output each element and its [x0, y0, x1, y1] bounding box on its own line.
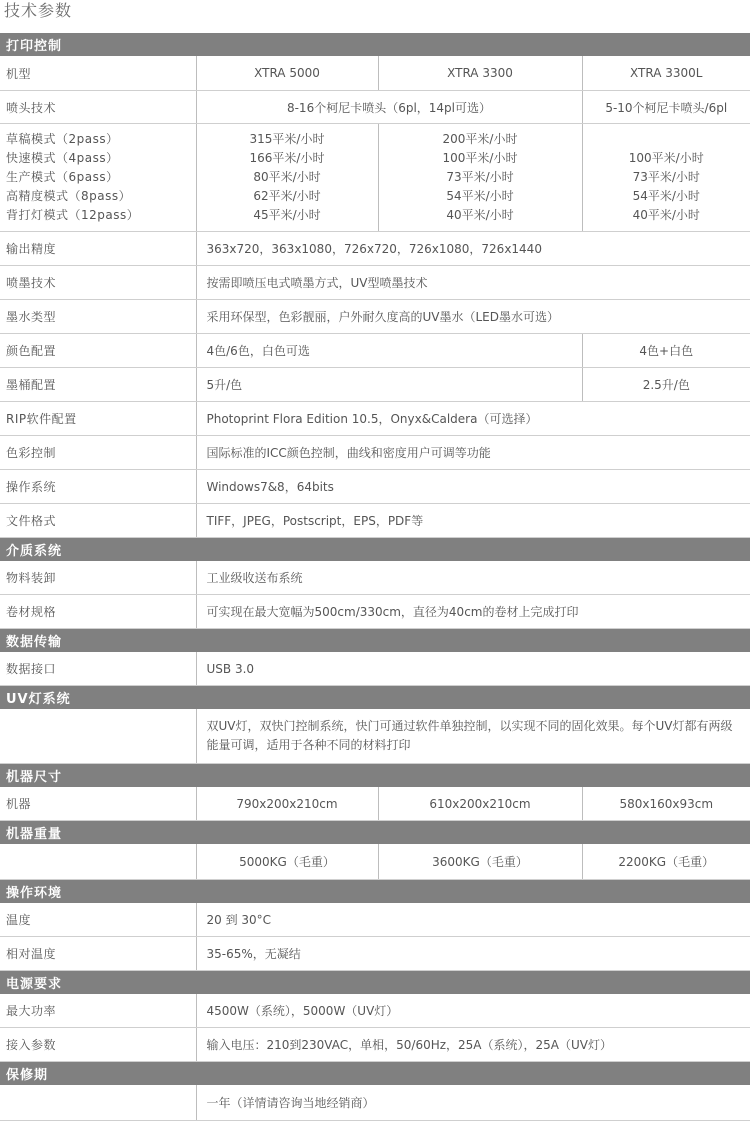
spec-table — [0, 33, 750, 1121]
speed-value: 315平米/小时 — [249, 132, 325, 146]
speed-value: 62平米/小时 — [253, 189, 321, 203]
cell-value: 采用环保型，色彩靓丽，户外耐久度高的UV墨水（LED墨水可选） — [196, 300, 750, 334]
table-row — [0, 368, 750, 402]
section-machine-size — [0, 764, 750, 787]
cell-value: 35-65%，无凝结 — [196, 937, 750, 971]
table-row — [0, 402, 750, 436]
table-row — [0, 436, 750, 470]
section-title: UV灯系统 — [0, 686, 750, 709]
section-print-control — [0, 33, 750, 56]
table-row — [0, 232, 750, 266]
cell-value: 4500W（系统），5000W（UV灯） — [196, 994, 750, 1028]
cell-value: 8-16个柯尼卡喷头（6pl，14pl可选） — [196, 91, 582, 124]
table-row — [0, 266, 750, 300]
table-row — [0, 504, 750, 538]
table-row — [0, 787, 750, 821]
row-label: 操作系统 — [0, 470, 196, 504]
cell-value: 4色+白色 — [582, 334, 750, 368]
cell-value: 2200KG（毛重） — [582, 844, 750, 880]
table-row — [0, 937, 750, 971]
table-row — [0, 470, 750, 504]
speed-value: 73平米/小时 — [632, 170, 700, 184]
section-title: 介质系统 — [0, 538, 750, 561]
cell-value: 20 到 30°C — [196, 903, 750, 937]
mode-speeds-xtra3300 — [378, 124, 582, 232]
cell-value: 输入电压：210到230VAC，单相，50/60Hz，25A（系统），25A（UV灯） — [196, 1028, 750, 1062]
row-label: 相对温度 — [0, 937, 196, 971]
section-title: 打印控制 — [0, 33, 750, 56]
cell-value: XTRA 5000 — [196, 56, 378, 91]
cell-value: 5000KG（毛重） — [196, 844, 378, 880]
speed-value: 80平米/小时 — [253, 170, 321, 184]
cell-value: XTRA 3300L — [582, 56, 750, 91]
cell-value: TIFF，JPEG，Postscript，EPS，PDF等 — [196, 504, 750, 538]
mode-labels — [0, 124, 196, 232]
speed-value: 40平米/小时 — [446, 208, 514, 222]
speed-value: 45平米/小时 — [253, 208, 321, 222]
section-title: 保修期 — [0, 1062, 750, 1085]
table-row — [0, 561, 750, 595]
cell-value: USB 3.0 — [196, 652, 750, 686]
table-row — [0, 300, 750, 334]
cell-value: 5升/色 — [196, 368, 582, 402]
table-row — [0, 1028, 750, 1062]
table-row — [0, 595, 750, 629]
row-label: 数据接口 — [0, 652, 196, 686]
cell-value: 工业级收送布系统 — [196, 561, 750, 595]
row-label: 颜色配置 — [0, 334, 196, 368]
table-row — [0, 652, 750, 686]
mode-label: 背打灯模式（12pass） — [6, 208, 140, 222]
speed-value: 100平米/小时 — [442, 151, 518, 165]
speed-value: 54平米/小时 — [632, 189, 700, 203]
cell-value: 5-10个柯尼卡喷头/6pl — [582, 91, 750, 124]
speed-value: 54平米/小时 — [446, 189, 514, 203]
section-title: 机器尺寸 — [0, 764, 750, 787]
section-machine-weight — [0, 821, 750, 844]
section-environment — [0, 880, 750, 903]
cell-value: Windows7&8，64bits — [196, 470, 750, 504]
row-label: 机型 — [0, 56, 196, 91]
page-title: 技术参数 — [4, 1, 73, 20]
row-label: 温度 — [0, 903, 196, 937]
mode-label: 高精度模式（8pass） — [6, 189, 132, 203]
mode-label: 草稿模式（2pass） — [6, 132, 119, 146]
table-row — [0, 334, 750, 368]
cell-value: 一年（详情请咨询当地经销商） — [196, 1085, 750, 1121]
row-label: 机器 — [0, 787, 196, 821]
section-warranty — [0, 1062, 750, 1085]
section-media-system — [0, 538, 750, 561]
section-title: 机器重量 — [0, 821, 750, 844]
cell-value: XTRA 3300 — [378, 56, 582, 91]
mode-speeds-xtra5000 — [196, 124, 378, 232]
table-row-print-modes — [0, 124, 750, 232]
mode-label: 生产模式（6pass） — [6, 170, 119, 184]
row-label: 墨水类型 — [0, 300, 196, 334]
row-label: 最大功率 — [0, 994, 196, 1028]
table-row — [0, 56, 750, 91]
section-uv-system — [0, 686, 750, 709]
cell-value: 2.5升/色 — [582, 368, 750, 402]
row-label: 卷材规格 — [0, 595, 196, 629]
table-row — [0, 844, 750, 880]
cell-value: 可实现在最大宽幅为500cm/330cm，直径为40cm的卷材上完成打印 — [196, 595, 750, 629]
section-data-transfer — [0, 629, 750, 652]
section-title: 数据传输 — [0, 629, 750, 652]
speed-value: 40平米/小时 — [632, 208, 700, 222]
section-power — [0, 971, 750, 994]
cell-value: 国际标准的ICC颜色控制，曲线和密度用户可调等功能 — [196, 436, 750, 470]
row-label: 喷头技术 — [0, 91, 196, 124]
cell-value: 3600KG（毛重） — [378, 844, 582, 880]
row-label: 物料装卸 — [0, 561, 196, 595]
row-label: 文件格式 — [0, 504, 196, 538]
row-label: RIP软件配置 — [0, 402, 196, 436]
row-label: 墨桶配置 — [0, 368, 196, 402]
cell-value: 790x200x210cm — [196, 787, 378, 821]
speed-value: 73平米/小时 — [446, 170, 514, 184]
section-title: 电源要求 — [0, 971, 750, 994]
row-label: 接入参数 — [0, 1028, 196, 1062]
table-row — [0, 994, 750, 1028]
row-label: 喷墨技术 — [0, 266, 196, 300]
row-label — [0, 844, 196, 880]
cell-value: 4色/6色，白色可选 — [196, 334, 582, 368]
speed-value: 166平米/小时 — [249, 151, 325, 165]
table-row — [0, 709, 750, 764]
row-label — [0, 1085, 196, 1121]
cell-value: Photoprint Flora Edition 10.5，Onyx&Caldera（可选择） — [196, 402, 750, 436]
mode-speeds-xtra3300l — [582, 124, 750, 232]
table-row — [0, 1085, 750, 1121]
speed-value: 200平米/小时 — [442, 132, 518, 146]
row-label: 输出精度 — [0, 232, 196, 266]
cell-value: 363x720，363x1080，726x720，726x1080，726x1440 — [196, 232, 750, 266]
cell-value: 按需即喷压电式喷墨方式，UV型喷墨技术 — [196, 266, 750, 300]
cell-value: 610x200x210cm — [378, 787, 582, 821]
table-row — [0, 903, 750, 937]
mode-label: 快速模式（4pass） — [6, 151, 119, 165]
cell-value: 双UV灯，双快门控制系统，快门可通过软件单独控制，以实现不同的固化效果。每个UV灯都有两级能量可调，适用于各种不同的材料打印 — [196, 709, 750, 764]
cell-value: 580x160x93cm — [582, 787, 750, 821]
table-row — [0, 91, 750, 124]
speed-value: 100平米/小时 — [628, 151, 704, 165]
section-title: 操作环境 — [0, 880, 750, 903]
row-label — [0, 709, 196, 764]
row-label: 色彩控制 — [0, 436, 196, 470]
speed-value — [589, 130, 745, 149]
